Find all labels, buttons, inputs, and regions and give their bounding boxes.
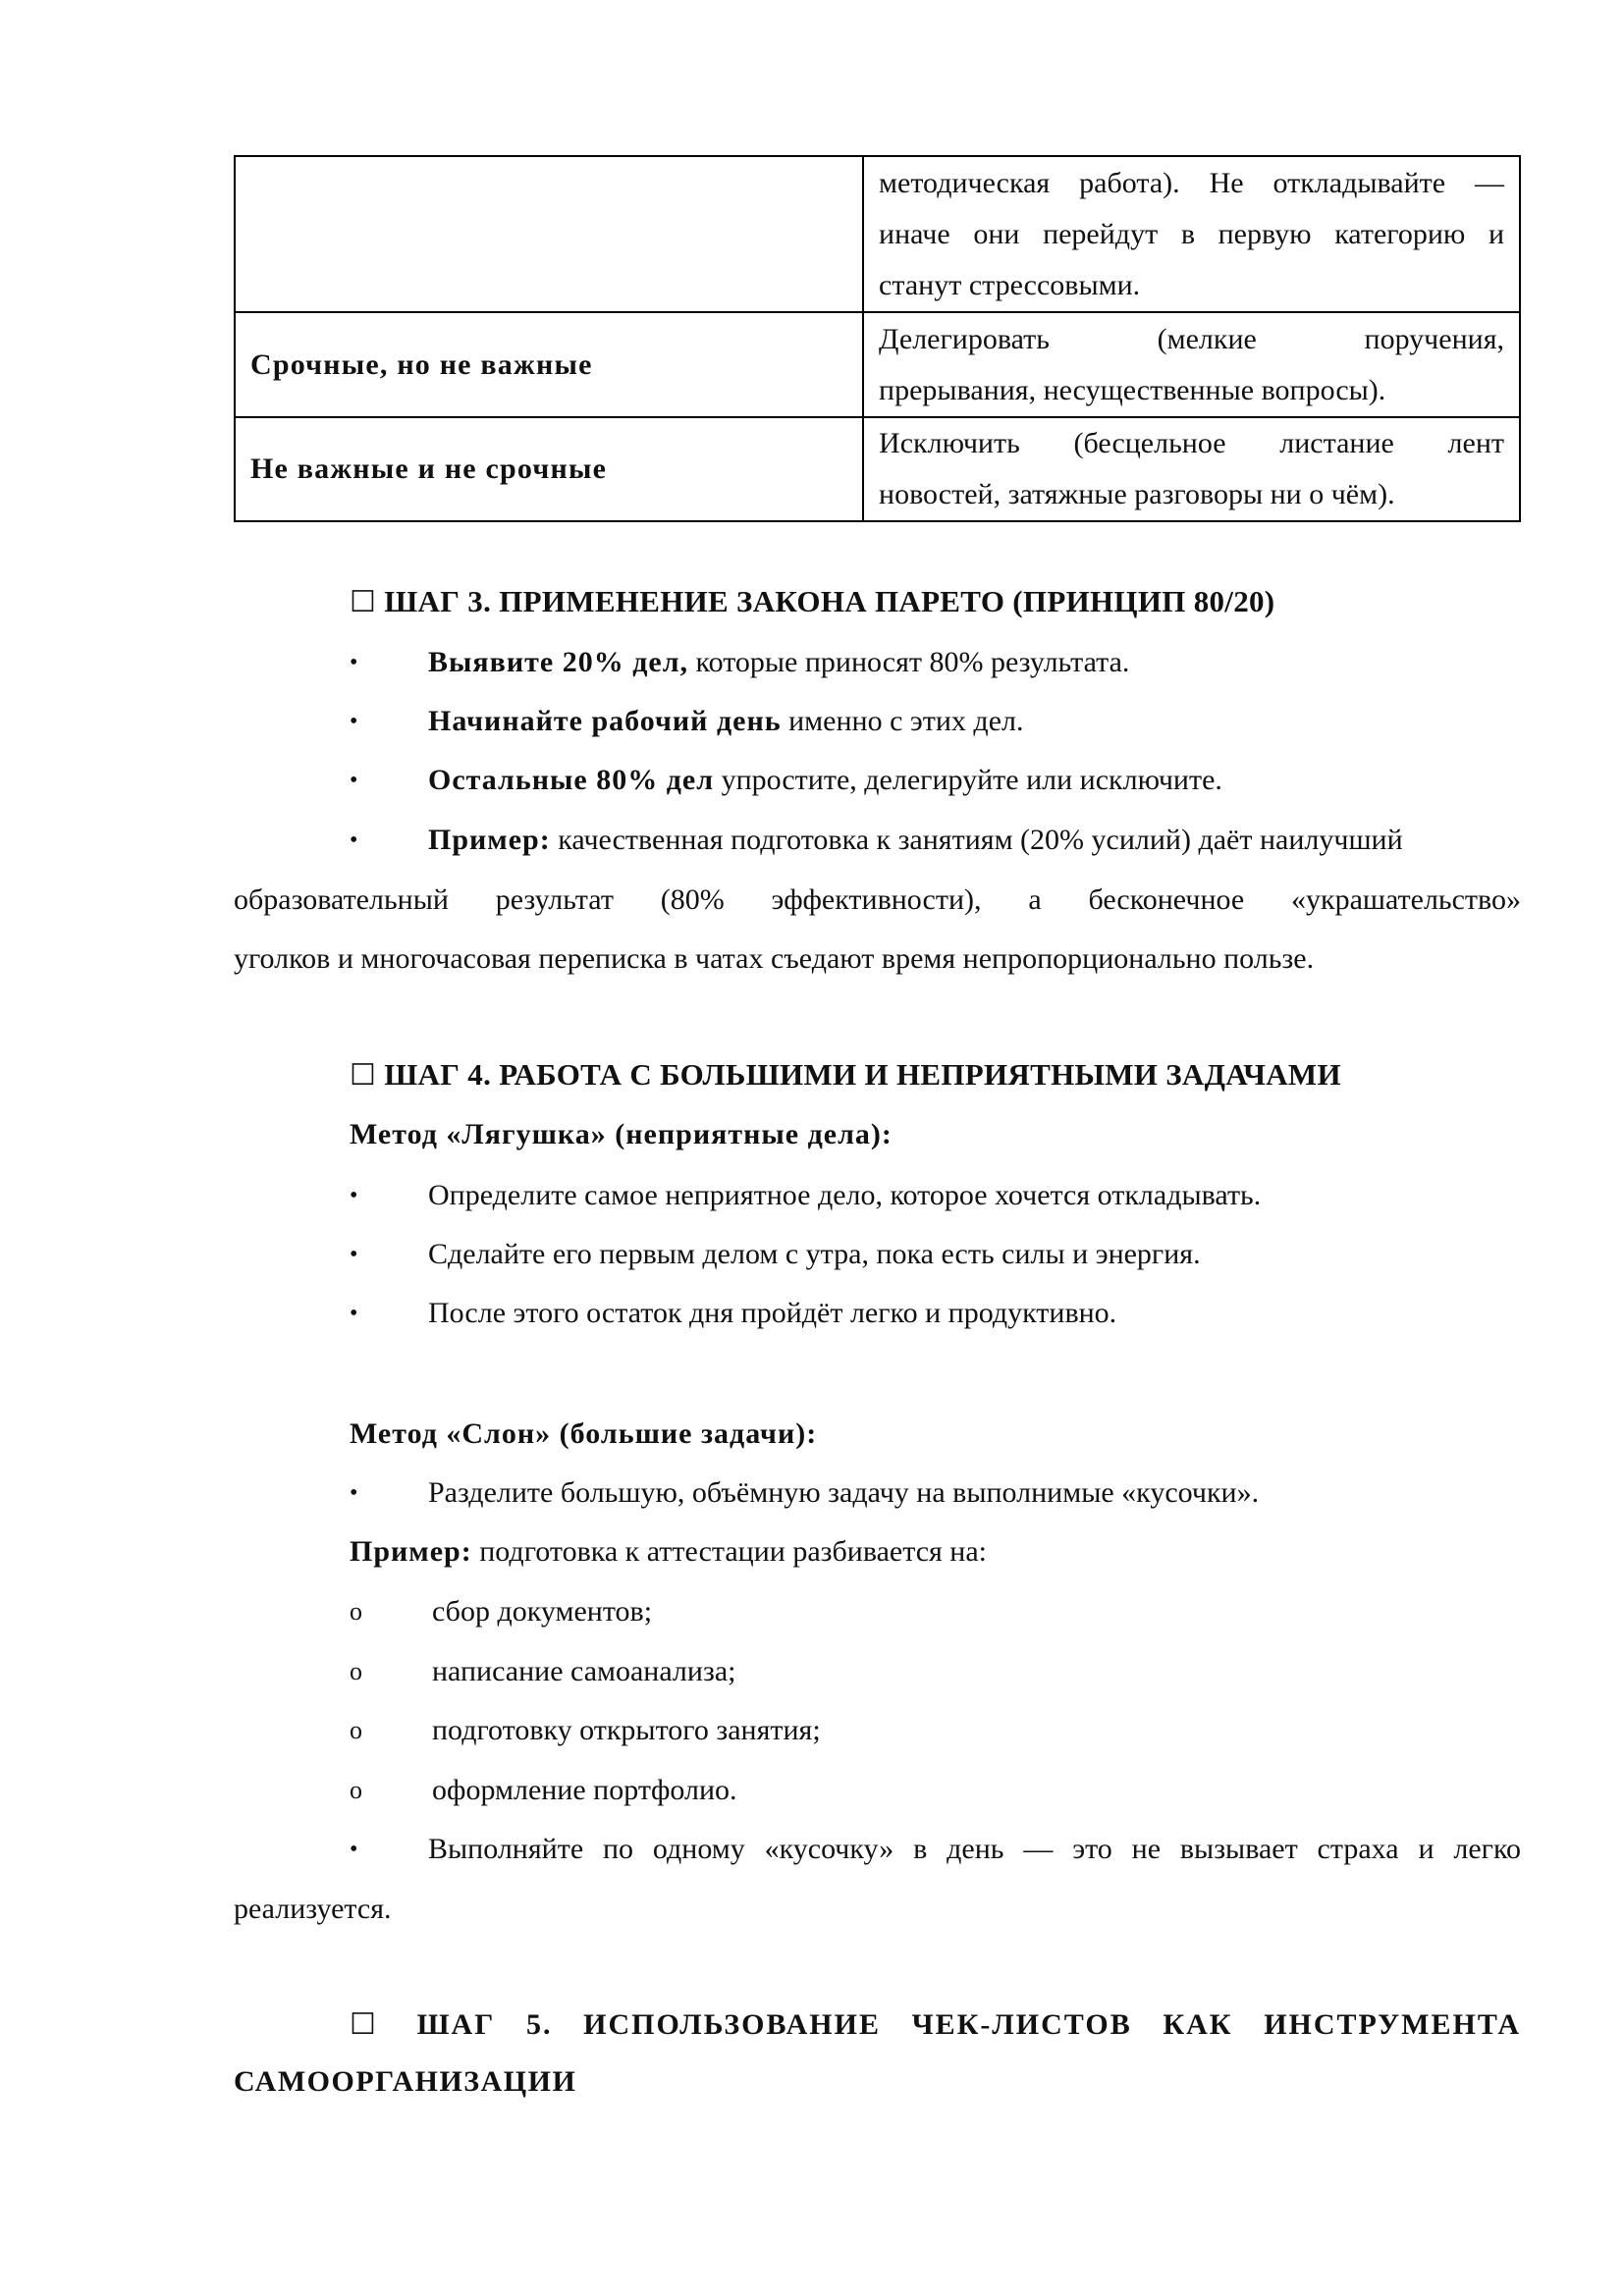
- list-item: [234, 702, 1521, 741]
- example-text: качественная подготовка к занятиям (20% усилий) даёт наилучший: [550, 824, 1403, 856]
- sub-list-item-text: написание самоанализа;: [432, 1655, 736, 1687]
- list-item-text: Сделайте его первым делом с утра, пока есть силы и энергия.: [428, 1238, 1201, 1270]
- list-item-text: упростите, делегируйте или исключите.: [714, 764, 1222, 796]
- step5-title-line1: ШАГ 5. ИСПОЛЬЗОВАНИЕ ЧЕК-ЛИСТОВ КАК ИНСТРУМЕНТА: [416, 2008, 1521, 2041]
- table-row: [235, 417, 1520, 521]
- bullet-icon: •: [350, 709, 358, 734]
- list-item-bold: Остальные 80% дел: [428, 764, 715, 796]
- sub-list-item-text: подготовку открытого занятия;: [432, 1714, 821, 1746]
- checkbox-icon: ☐: [350, 1059, 377, 1092]
- bullet-icon: •: [350, 1242, 358, 1267]
- paragraph-line: реализуется.: [234, 1893, 392, 1925]
- bullet-icon: •: [350, 768, 358, 793]
- priority-matrix-table: [234, 155, 1521, 522]
- table-cell-action: [863, 156, 1520, 312]
- table-cell-text-line: Делегировать (мелкие поручения,: [879, 322, 1504, 355]
- sub-list-item: [234, 1652, 1521, 1691]
- bullet-icon: •: [350, 1301, 358, 1326]
- checkbox-icon: ☐: [350, 2008, 378, 2041]
- circle-bullet-icon: o: [350, 1657, 362, 1685]
- list-item: [234, 1473, 1521, 1513]
- table-cell-text-line: Исключить (бесцельное листание лент: [879, 427, 1504, 459]
- list-item-text: Разделите большую, объёмную задачу на выполнимые «кусочки».: [428, 1476, 1260, 1509]
- table-cell-action: [863, 312, 1520, 417]
- list-item-bold: Начинайте рабочий день: [428, 705, 782, 737]
- table-cell-action: [863, 417, 1520, 521]
- sub-list-item: [234, 1711, 1521, 1750]
- table-cell-text-line: методическая работа). Не откладывайте —: [879, 166, 1504, 199]
- list-item-bold: Выявите 20% дел,: [428, 646, 689, 678]
- list-item-text: Выполняйте по одному «кусочку» в день — это не вызывает страха и легко: [428, 1833, 1521, 1865]
- step3-heading: [234, 581, 1521, 622]
- frog-method-title: Метод «Лягушка» (неприятные дела):: [350, 1118, 893, 1150]
- circle-bullet-icon: o: [350, 1597, 362, 1626]
- list-item: [234, 1294, 1521, 1333]
- table-cell-category: Не важные и не срочные: [235, 417, 863, 521]
- list-item-text: именно с этих дел.: [781, 705, 1024, 737]
- sub-list-item: [234, 1592, 1521, 1631]
- table-cell-text-line: прерывания, несущественные вопросы).: [879, 373, 1386, 406]
- list-item: [234, 821, 1521, 860]
- bullet-icon: •: [350, 828, 358, 853]
- bullet-icon: •: [350, 650, 358, 675]
- paragraph-line: уголков и многочасовая переписка в чатах съедают время непропорционально пользе.: [234, 942, 1315, 975]
- list-item-text: После этого остаток дня пройдёт легко и продуктивно.: [428, 1297, 1117, 1329]
- checkbox-icon: ☐: [350, 586, 377, 618]
- bullet-icon: •: [350, 1837, 358, 1862]
- list-item: [234, 1235, 1521, 1274]
- table-cell-text-line: иначе они перейдут в первую категорию и: [879, 217, 1504, 250]
- step3-title: ШАГ 3. ПРИМЕНЕНИЕ ЗАКОНА ПАРЕТО (ПРИНЦИП 80/20): [384, 584, 1275, 618]
- circle-bullet-icon: o: [350, 1776, 362, 1804]
- bullet-icon: •: [350, 1480, 358, 1506]
- step5-title-line2: САМООРГАНИЗАЦИИ: [234, 2065, 577, 2098]
- example-text: подготовка к аттестации разбивается на:: [471, 1535, 988, 1568]
- example-label: Пример:: [350, 1535, 472, 1568]
- sub-list-item-text: сбор документов;: [432, 1595, 653, 1628]
- elephant-method-title: Метод «Слон» (большие задачи):: [350, 1417, 818, 1450]
- table-row: [235, 156, 1520, 312]
- list-item: [234, 761, 1521, 800]
- list-item: [234, 643, 1521, 682]
- step4-title: ШАГ 4. РАБОТА С БОЛЬШИМИ И НЕПРИЯТНЫМИ ЗАДАЧАМИ: [384, 1057, 1341, 1092]
- list-item-text: которые приносят 80% результата.: [688, 646, 1130, 678]
- list-item: [234, 1830, 1521, 1869]
- list-item-text: Определите самое неприятное дело, которое хочется откладывать.: [428, 1179, 1262, 1211]
- table-cell-text-line: станут стрессовыми.: [879, 268, 1141, 301]
- table-cell-category: [235, 156, 863, 312]
- example-paragraph: [234, 1532, 1521, 1572]
- step5-heading: [234, 2004, 1521, 2046]
- sub-list-item-text: оформление портфолио.: [432, 1774, 737, 1806]
- bullet-icon: •: [350, 1183, 358, 1208]
- step4-heading: [234, 1054, 1521, 1095]
- table-cell-text-line: новостей, затяжные разговоры ни о чём).: [879, 478, 1395, 510]
- circle-bullet-icon: o: [350, 1716, 362, 1744]
- example-label: Пример:: [428, 824, 551, 856]
- table-cell-category: Срочные, но не важные: [235, 312, 863, 417]
- sub-list-item: [234, 1771, 1521, 1810]
- paragraph-line: образовательный результат (80% эффективности), а бесконечное «украшательство»: [234, 883, 1521, 916]
- list-item: [234, 1176, 1521, 1215]
- table-row: [235, 312, 1520, 417]
